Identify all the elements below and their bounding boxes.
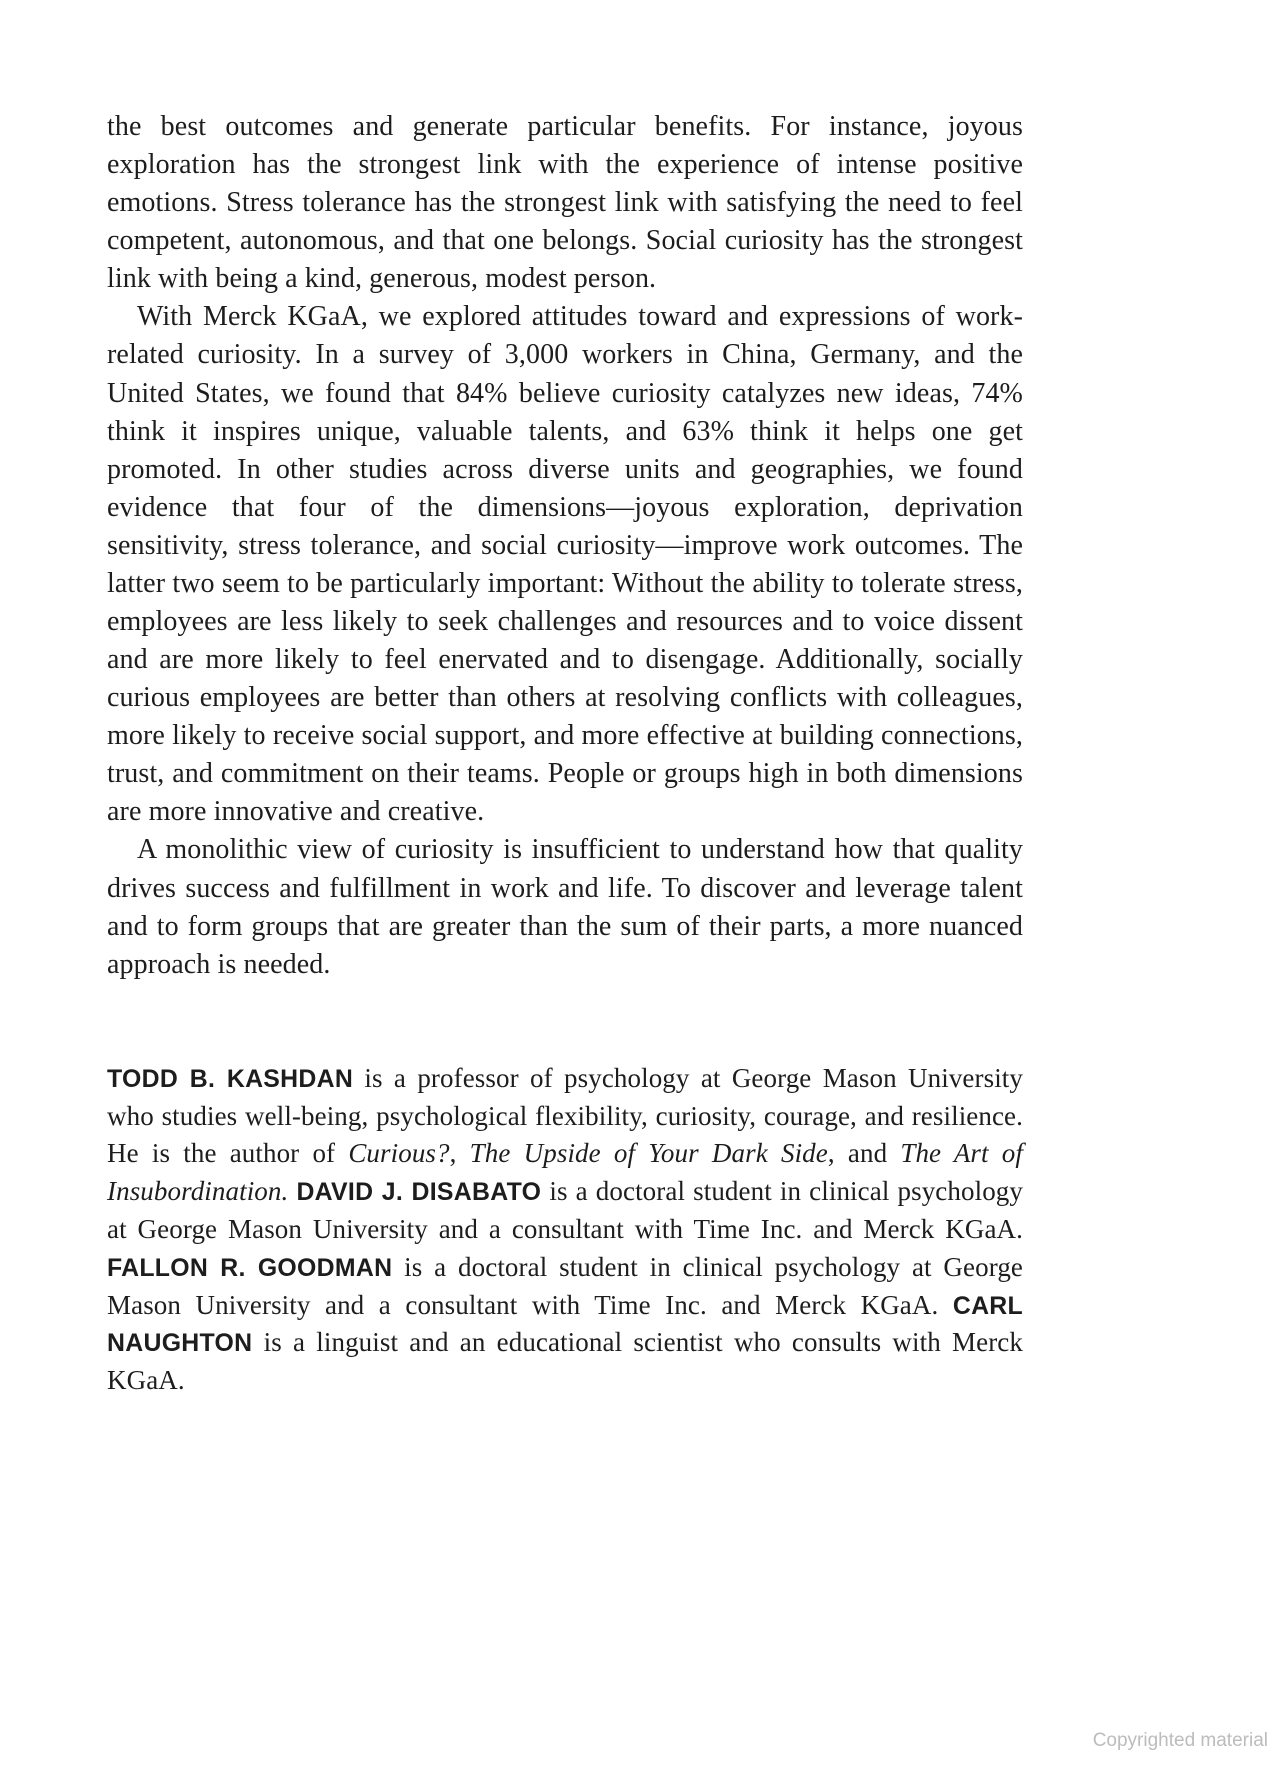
bio-text: is a doctoral student in clinical psychology at George Mason University and a consultant with Time Inc. and Merck KGaA. xyxy=(107,1176,1023,1244)
bio-text: , xyxy=(449,1138,470,1169)
bio-text: is a doctoral student in clinical psychology at George Mason University and a consultant with Time Inc. and Merck KGaA. xyxy=(107,1251,1024,1320)
author-name: DAVID J. DISABATO xyxy=(296,1179,542,1207)
paragraph-merck-survey: With Merck KGaA, we explored attitudes toward and expressions of work-related curiosity. In a survey of 3,000 workers in China, Germany, and the United States, we found that 84% believe curiosity catalyzes new ideas, 74% think it inspires unique, valuable talents, and 63% think it helps one get promoted. In other studies across diverse units and geographies, we found evidence that four of the dimensions—joyous exploration, deprivation sensitivity, stress tolerance, and social curiosity—improve work outcomes. The latter two seem to be particularly important: Without the ability to tolerate stress, employees are less likely to seek challenges and resources and to voice dissent and are more likely to feel enervated and to disengage. Additionally, socially curious employees are better than others at resolving conflicts with colleagues, more likely to receive social support, and more effective at building connections, trust, and commitment on their teams. People or groups high in both dimensions are more innovative and creative. xyxy=(107,301,1023,828)
book-title: Curious? xyxy=(348,1138,450,1169)
book-title: The Upside of Your Dark Side xyxy=(469,1138,828,1169)
author-name: CARL NAUGHTON xyxy=(107,1292,1023,1358)
bio-text: is a linguist and an educational scientist who consults with Merck KGaA. xyxy=(107,1327,1023,1396)
author-name: TODD B. KASHDAN xyxy=(107,1065,354,1093)
author-name: FALLON R. GOODMAN xyxy=(107,1254,393,1282)
bio-text: , and xyxy=(827,1138,901,1169)
page-text-block xyxy=(107,108,1023,1400)
paragraph-conclusion: A monolithic view of curiosity is insufficient to understand how that quality drives success and fulfillment in work and life. To discover and leverage talent and to form groups that are greater than the sum of their parts, a more nuanced approach is needed. xyxy=(107,834,1023,980)
copyright-watermark: Copyrighted material xyxy=(1092,1730,1268,1751)
bio-text: is a professor of psychology at George Mason University who studies well-being, psychological flexibility, curiosity, courage, and resilience. He is the author of xyxy=(107,1062,1023,1169)
paragraph-continuation: the best outcomes and generate particular benefits. For instance, joyous exploration has the strongest link with the experience of intense positive emotions. Stress tolerance has the strongest link with satisfying the need to feel competent, autonomous, and that one belongs. Social curiosity has the strongest link with being a kind, generous, modest person. xyxy=(107,111,1023,295)
author-bio xyxy=(107,1060,1023,1400)
book-title: The Art of Insubordination. xyxy=(107,1138,1024,1207)
